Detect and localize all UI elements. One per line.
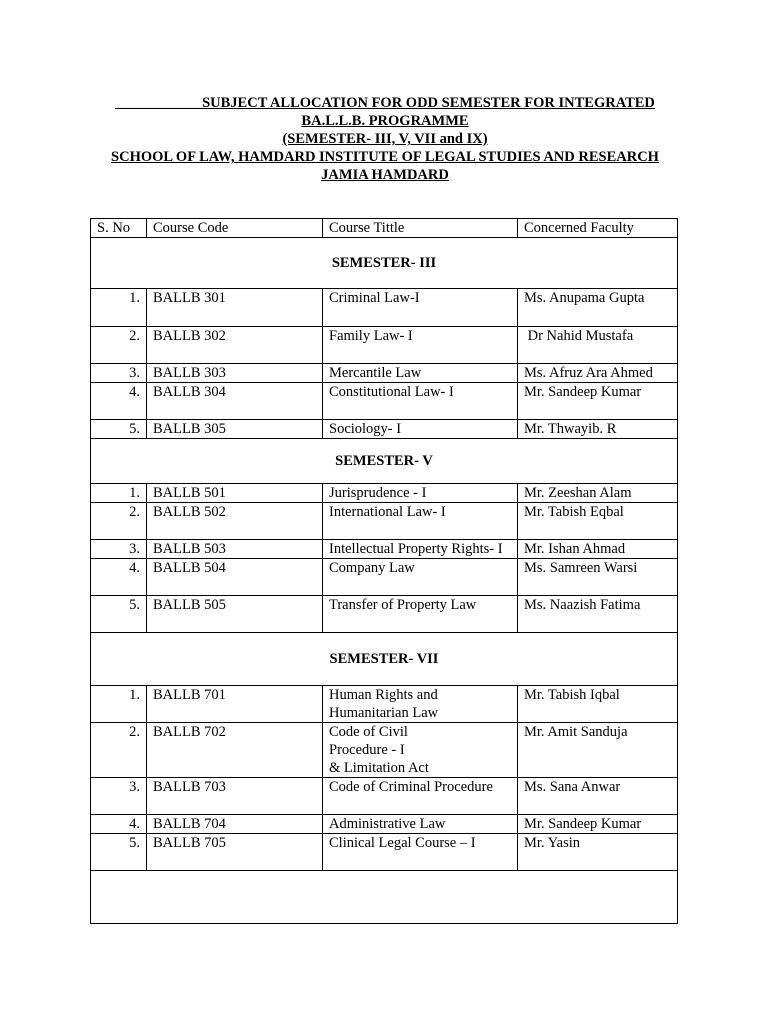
cell-course-code: BALLB 705 <box>147 834 323 871</box>
course-title-line: Jurisprudence - I <box>329 485 427 501</box>
cell-course-title <box>323 289 518 327</box>
cell-course-code: BALLB 703 <box>147 778 323 815</box>
semester-row <box>91 633 678 686</box>
cell-faculty: Ms. Sana Anwar <box>518 778 678 815</box>
cell-course-code: BALLB 305 <box>147 420 323 439</box>
cell-faculty: Ms. Afruz Ara Ahmed <box>518 364 678 383</box>
allocation-table <box>90 218 678 924</box>
cell-course-code: BALLB 303 <box>147 364 323 383</box>
cell-sno: 5. <box>91 420 147 439</box>
course-title-line: Intellectual Property Rights- I <box>329 541 503 557</box>
cell-course-code: BALLB 704 <box>147 815 323 834</box>
course-title-line: Criminal Law-I <box>329 290 420 306</box>
table-row <box>91 383 678 420</box>
cell-course-title <box>323 503 518 540</box>
cell-course-title <box>323 484 518 503</box>
document-header <box>60 94 710 184</box>
table-row <box>91 540 678 559</box>
cell-course-code: BALLB 503 <box>147 540 323 559</box>
cell-course-title <box>323 559 518 596</box>
cell-course-title <box>323 596 518 633</box>
cell-sno: 1. <box>91 484 147 503</box>
cell-course-title <box>323 686 518 723</box>
table-row <box>91 289 678 327</box>
cell-sno: 4. <box>91 559 147 596</box>
table-row <box>91 686 678 723</box>
semester-label: SEMESTER- VII <box>91 633 678 686</box>
column-header-title: Course Tittle <box>323 219 518 238</box>
cell-course-title <box>323 834 518 871</box>
column-header-sno: S. No <box>91 219 147 238</box>
cell-course-code: BALLB 504 <box>147 559 323 596</box>
cell-sno: 2. <box>91 327 147 364</box>
course-title-line: Code of Civil <box>329 724 408 740</box>
course-title-line: Family Law- I <box>329 328 413 344</box>
semester-row <box>91 238 678 289</box>
cell-course-code: BALLB 302 <box>147 327 323 364</box>
table-row <box>91 420 678 439</box>
cell-sno: 2. <box>91 503 147 540</box>
course-title-line: Mercantile Law <box>329 365 422 381</box>
cell-course-code: BALLB 501 <box>147 484 323 503</box>
course-title-line: Constitutional Law- I <box>329 384 454 400</box>
header-line-1: ____________SUBJECT ALLOCATION FOR ODD SEMESTER FOR INTEGRATED <box>115 95 655 111</box>
header-line-5: JAMIA HAMDARD <box>321 167 449 183</box>
table-row <box>91 364 678 383</box>
cell-sno: 3. <box>91 778 147 815</box>
table-row <box>91 484 678 503</box>
empty-row <box>91 871 678 924</box>
empty-cell <box>91 871 678 924</box>
course-title-line: International Law- I <box>329 504 446 520</box>
table-row <box>91 815 678 834</box>
cell-course-code: BALLB 301 <box>147 289 323 327</box>
cell-sno: 3. <box>91 540 147 559</box>
course-title-line: & Limitation Act <box>329 760 429 776</box>
table-row <box>91 596 678 633</box>
course-title-line: Administrative Law <box>329 816 446 832</box>
header-line-4: SCHOOL OF LAW, HAMDARD INSTITUTE OF LEGAL STUDIES AND RESEARCH <box>111 149 659 165</box>
course-title-line: Sociology- I <box>329 421 402 437</box>
cell-sno: 4. <box>91 815 147 834</box>
semester-row <box>91 439 678 484</box>
table-row <box>91 723 678 778</box>
cell-course-code: BALLB 702 <box>147 723 323 778</box>
course-title-line: Humanitarian Law <box>329 705 439 721</box>
table-row <box>91 559 678 596</box>
cell-course-title <box>323 540 518 559</box>
cell-course-title <box>323 383 518 420</box>
table-row <box>91 834 678 871</box>
cell-sno: 3. <box>91 364 147 383</box>
cell-faculty: Mr. Zeeshan Alam <box>518 484 678 503</box>
cell-sno: 1. <box>91 686 147 723</box>
cell-faculty: Mr. Tabish Eqbal <box>518 503 678 540</box>
cell-sno: 1. <box>91 289 147 327</box>
table-row <box>91 327 678 364</box>
course-title-line: Company Law <box>329 560 415 576</box>
cell-sno: 5. <box>91 596 147 633</box>
cell-course-code: BALLB 304 <box>147 383 323 420</box>
cell-faculty: Mr. Amit Sanduja <box>518 723 678 778</box>
cell-faculty: Mr. Sandeep Kumar <box>518 815 678 834</box>
course-title-line: Clinical Legal Course – I <box>329 835 476 851</box>
cell-faculty: Ms. Samreen Warsi <box>518 559 678 596</box>
semester-label: SEMESTER- III <box>91 238 678 289</box>
cell-sno: 5. <box>91 834 147 871</box>
column-header-faculty: Concerned Faculty <box>518 219 678 238</box>
cell-course-title <box>323 364 518 383</box>
cell-faculty: Mr. Ishan Ahmad <box>518 540 678 559</box>
cell-faculty: Dr Nahid Mustafa <box>518 327 678 364</box>
table-row <box>91 778 678 815</box>
cell-course-title <box>323 723 518 778</box>
allocation-table-body <box>91 219 678 924</box>
cell-faculty: Mr. Tabish Iqbal <box>518 686 678 723</box>
cell-course-code: BALLB 502 <box>147 503 323 540</box>
table-row <box>91 503 678 540</box>
cell-sno: 2. <box>91 723 147 778</box>
cell-course-code: BALLB 505 <box>147 596 323 633</box>
cell-course-code: BALLB 701 <box>147 686 323 723</box>
cell-course-title <box>323 778 518 815</box>
cell-faculty: Ms. Anupama Gupta <box>518 289 678 327</box>
course-title-line: Procedure - I <box>329 742 405 758</box>
course-title-line: Code of Criminal Procedure <box>329 779 493 795</box>
cell-faculty: Mr. Yasin <box>518 834 678 871</box>
cell-course-title <box>323 327 518 364</box>
cell-sno: 4. <box>91 383 147 420</box>
semester-label: SEMESTER- V <box>91 439 678 484</box>
table-header-row <box>91 219 678 238</box>
course-title-line: Transfer of Property Law <box>329 597 477 613</box>
column-header-code: Course Code <box>147 219 323 238</box>
course-title-line: Human Rights and <box>329 687 438 703</box>
cell-faculty: Ms. Naazish Fatima <box>518 596 678 633</box>
cell-faculty: Mr. Sandeep Kumar <box>518 383 678 420</box>
header-line-3: (SEMESTER- III, V, VII and IX) <box>282 131 488 147</box>
cell-faculty: Mr. Thwayib. R <box>518 420 678 439</box>
cell-course-title <box>323 420 518 439</box>
header-line-2: BA.L.L.B. PROGRAMME <box>301 113 469 129</box>
cell-course-title <box>323 815 518 834</box>
